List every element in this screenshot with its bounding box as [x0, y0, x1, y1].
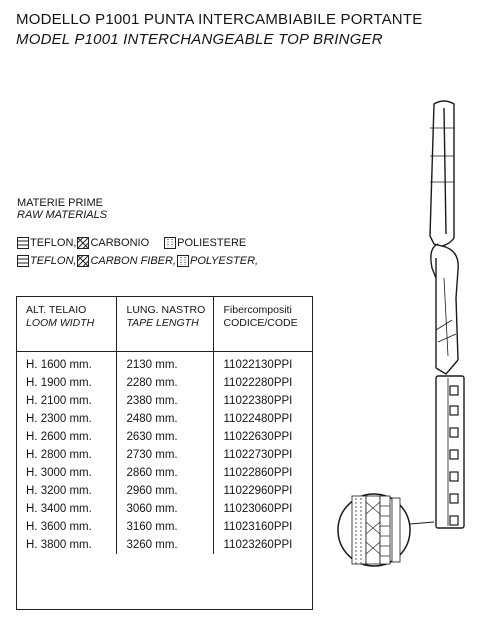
- cell-code: 11022130PPI: [223, 358, 293, 371]
- header-loom-width-it: ALT. TELAIO: [26, 304, 87, 316]
- table-row: [16, 410, 313, 428]
- cell-loom-width: H. 2300 mm.: [16, 410, 116, 428]
- table-row: [16, 446, 313, 464]
- cell-loom-width: H. 3000 mm.: [16, 464, 116, 482]
- header-code: [213, 296, 313, 351]
- materials-heading-italian: MATERIE PRIME: [17, 197, 103, 209]
- title-italian: MODELLO P1001 PUNTA INTERCAMBIABILE PORTANTE: [16, 11, 423, 28]
- header-code-it: Fibercompositi: [223, 304, 292, 316]
- header-loom-width: [16, 296, 116, 351]
- polyester-swatch-icon: [177, 255, 189, 267]
- cell-tape-length: 2280 mm.: [116, 374, 213, 392]
- header-code-en: CODICE/CODE: [223, 317, 298, 329]
- cell-tape-length: 2860 mm.: [116, 464, 213, 482]
- table-row: [16, 482, 313, 500]
- cell-tape-length: 3260 mm.: [116, 536, 213, 554]
- cell-loom-width: H. 2100 mm.: [16, 392, 116, 410]
- cell-loom-width: H. 2800 mm.: [16, 446, 116, 464]
- cell-tape-length: 2130 mm.: [116, 351, 213, 374]
- cell-tape-length: 2630 mm.: [116, 428, 213, 446]
- cell-loom-width: H. 1900 mm.: [16, 374, 116, 392]
- legend-label-teflon-en: TEFLON,: [30, 255, 77, 267]
- polyester-swatch-icon: [164, 237, 176, 249]
- cell-tape-length: 3160 mm.: [116, 518, 213, 536]
- cell-tape-length: 3060 mm.: [116, 500, 213, 518]
- header-loom-width-en: LOOM WIDTH: [26, 317, 95, 329]
- legend-label-carbon-fiber: CARBON FIBER,: [90, 255, 177, 267]
- spec-table: [16, 296, 313, 554]
- cell-tape-length: 2730 mm.: [116, 446, 213, 464]
- cell-loom-width: H. 3800 mm.: [16, 536, 116, 554]
- materials-legend-italian: [17, 236, 247, 250]
- table-row: [16, 500, 313, 518]
- legend-label-poliestere: POLIESTERE: [177, 237, 247, 249]
- cell-code: 11023060PPI: [223, 503, 293, 516]
- header-tape-length: [116, 296, 213, 351]
- bringer-technical-drawing: [326, 98, 486, 588]
- cell-tape-length: 2960 mm.: [116, 482, 213, 500]
- materials-legend-english: [17, 254, 259, 268]
- cell-tape-length: 2380 mm.: [116, 392, 213, 410]
- cell-code: 11022280PPI: [223, 376, 293, 389]
- cell-loom-width: H. 3600 mm.: [16, 518, 116, 536]
- cell-code: 11022630PPI: [223, 430, 293, 443]
- cell-tape-length: 2480 mm.: [116, 410, 213, 428]
- cell-loom-width: H. 3400 mm.: [16, 500, 116, 518]
- teflon-swatch-icon: [17, 237, 29, 249]
- carbon-swatch-icon: [77, 255, 89, 267]
- cell-loom-width: H. 2600 mm.: [16, 428, 116, 446]
- table-row: [16, 536, 313, 554]
- header-tape-length-it: LUNG. NASTRO: [126, 304, 206, 316]
- header-tape-length-en: TAPE LENGTH: [126, 317, 199, 329]
- cell-code: 11022730PPI: [223, 448, 293, 461]
- legend-label-polyester: POLYESTER,: [190, 255, 259, 267]
- teflon-swatch-icon: [17, 255, 29, 267]
- table-row: [16, 374, 313, 392]
- legend-label-teflon: TEFLON,: [30, 237, 77, 249]
- table-header-row: [16, 296, 313, 351]
- carbon-swatch-icon: [77, 237, 89, 249]
- cell-loom-width: H. 3200 mm.: [16, 482, 116, 500]
- table-row: [16, 392, 313, 410]
- cell-code: 11022380PPI: [223, 394, 293, 407]
- table-row: [16, 518, 313, 536]
- table-row: [16, 464, 313, 482]
- table-row: [16, 351, 313, 374]
- materials-heading-english: RAW MATERIALS: [17, 209, 108, 221]
- legend-label-carbonio: CARBONIO: [90, 237, 150, 249]
- cell-code: 11023160PPI: [223, 521, 293, 534]
- cell-code: 11022480PPI: [223, 412, 293, 425]
- cell-code: 11022960PPI: [223, 485, 293, 498]
- cell-code: 11022860PPI: [223, 467, 293, 480]
- table-row: [16, 428, 313, 446]
- title-english: MODEL P1001 INTERCHANGEABLE TOP BRINGER: [16, 31, 383, 48]
- cell-loom-width: H. 1600 mm.: [16, 351, 116, 374]
- cell-code: 11023260PPI: [223, 539, 293, 552]
